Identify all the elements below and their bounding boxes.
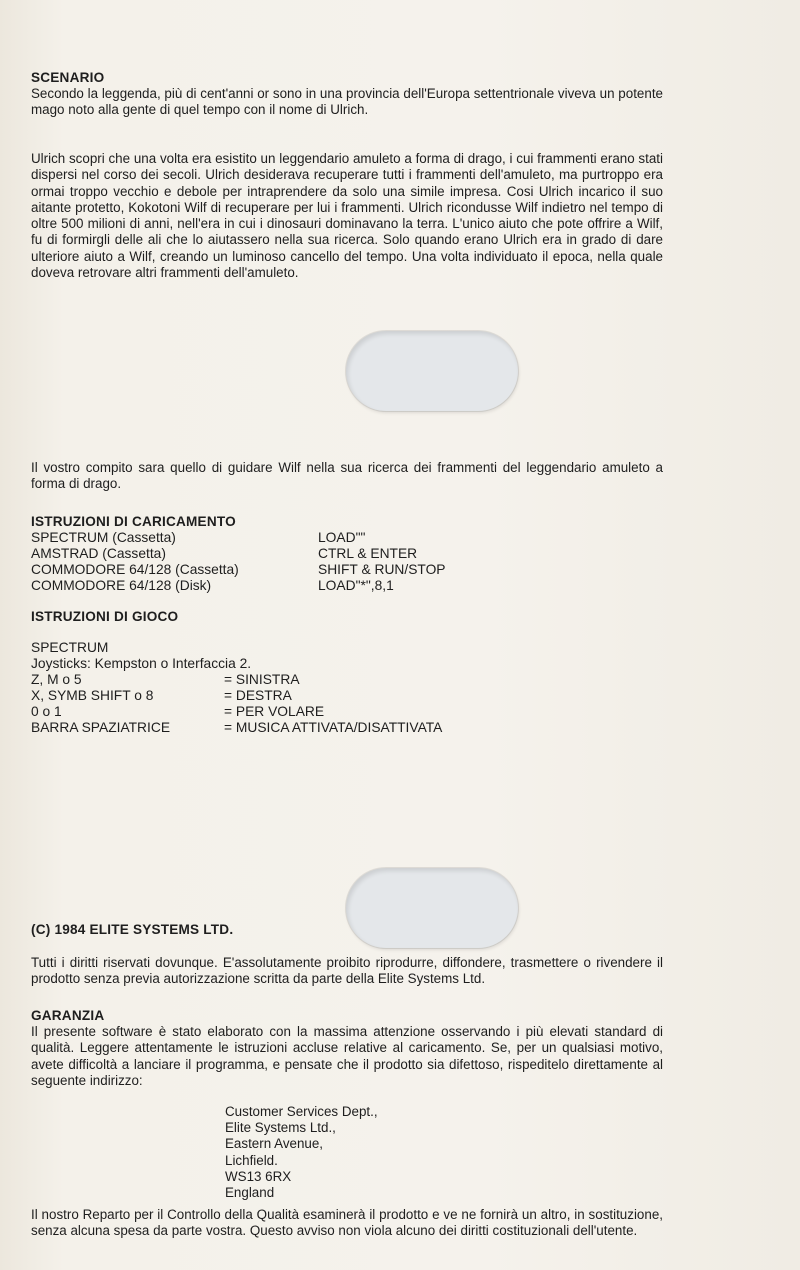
address-block xyxy=(225,1104,378,1201)
scenario-paragraph-3: Il vostro compito sara quello di guidare Wilf nella sua ricerca dei frammenti del leggendario amuleto a forma di drago. xyxy=(31,460,663,492)
joystick-info: Joysticks: Kempston o Interfaccia 2. xyxy=(31,656,252,671)
game-heading: ISTRUZIONI DI GIOCO xyxy=(31,609,179,624)
loading-system: COMMODORE 64/128 (Disk) xyxy=(31,578,212,593)
copyright-section xyxy=(31,922,663,938)
control-row xyxy=(31,672,663,688)
scenario-section xyxy=(31,70,663,119)
loading-system: COMMODORE 64/128 (Cassetta) xyxy=(31,562,239,577)
card-slot-cutout-top xyxy=(346,331,518,411)
address-line: England xyxy=(225,1185,275,1201)
task-section xyxy=(31,460,663,493)
control-row xyxy=(31,720,663,736)
control-row xyxy=(31,704,663,720)
warranty-text: Il presente software è stato elaborato con la massima attenzione osservando i più elevati standard di qualità. Leggere attentamente le istruzioni accluse relative al caricamento. Se, per un qualsiasi motivo, avete difficoltà a lanciare il programma, e pensate che il prodotto sia difettoso, rispeditelo direttamente al seguente indirizzo: xyxy=(31,1024,663,1088)
loading-system: AMSTRAD (Cassetta) xyxy=(31,546,166,561)
loading-row xyxy=(31,562,663,578)
loading-row xyxy=(31,578,663,594)
loading-heading: ISTRUZIONI DI CARICAMENTO xyxy=(31,514,236,529)
loading-row xyxy=(31,546,663,562)
address-line: Eastern Avenue, xyxy=(225,1136,324,1152)
control-action: = PER VOLARE xyxy=(224,704,325,719)
loading-command: SHIFT & RUN/STOP xyxy=(318,562,446,577)
control-key: BARRA SPAZIATRICE xyxy=(31,720,171,735)
loading-command: LOAD"*",8,1 xyxy=(318,578,394,593)
warranty-heading: GARANZIA xyxy=(31,1008,105,1023)
game-platform: SPECTRUM xyxy=(31,640,109,655)
scenario-paragraph-1: Secondo la leggenda, più di cent'anni or sono in una provincia dell'Europa settentrionale viveva un potente mago noto alla gente di quel tempo con il nome di Ulrich. xyxy=(31,86,663,118)
loading-command: CTRL & ENTER xyxy=(318,546,418,561)
address-line: Lichfield. xyxy=(225,1152,278,1168)
address-line: Customer Services Dept., xyxy=(225,1104,378,1119)
loading-row xyxy=(31,530,663,546)
copyright-body xyxy=(31,955,663,988)
loading-section xyxy=(31,514,663,594)
control-action: = DESTRA xyxy=(224,688,292,703)
address-line: Elite Systems Ltd., xyxy=(225,1120,336,1136)
game-controls xyxy=(31,640,663,736)
copyright-heading: (C) 1984 ELITE SYSTEMS LTD. xyxy=(31,922,234,937)
game-section xyxy=(31,609,663,625)
copyright-text: Tutti i diritti riservati dovunque. E'assolutamente proibito riprodurre, diffondere, trasmettere o rivendere il prodotto senza previa autorizzazione scritta da parte della Elite Systems Ltd. xyxy=(31,955,663,987)
warranty-section xyxy=(31,1008,663,1089)
control-row xyxy=(31,688,663,704)
control-key: X, SYMB SHIFT o 8 xyxy=(31,688,154,703)
loading-command: LOAD"" xyxy=(318,530,366,545)
address-line: WS13 6RX xyxy=(225,1168,292,1184)
scenario-story xyxy=(31,151,663,281)
warranty-closing-text: Il nostro Reparto per il Controllo della Qualità esaminerà il prodotto e ve ne fornirà un altro, in sostituzione, senza alcuna spesa da parte vostra. Questo avviso non viola alcuno dei diritti costituzionali dell'utente. xyxy=(31,1207,663,1239)
control-action: = SINISTRA xyxy=(224,672,300,687)
scenario-heading: SCENARIO xyxy=(31,70,105,85)
control-key: Z, M o 5 xyxy=(31,672,82,687)
control-action: = MUSICA ATTIVATA/DISATTIVATA xyxy=(224,720,443,735)
control-key: 0 o 1 xyxy=(31,704,62,719)
scenario-paragraph-2: Ulrich scopri che una volta era esistito un leggendario amuleto a forma di drago, i cui frammenti erano stati dispersi nel corso dei secoli. Ulrich desiderava recuperare tutti i frammenti dell'amuleto, ma purtroppo era ormai troppo vecchio e debole per intraprendere da solo una simile impresa. Cosi Ulrich incarico il suo aitante protetto, Kokotoni Wilf di recuperare per lui i frammenti. Ulrich ricondusse Wilf indietro nel tempo di oltre 500 milioni di anni, nell'era in cui i dinosauri dominavano la terra. L'unico aiuto che pote offrire a Wilf, fu di formirgli delle ali che lo aiutassero nella sua ricerca. Solo quando erano Ulrich era in grado di dare ulteriore aiuto a Wilf, creando un luminoso cancello del tempo. Una volta individuato il epoca, nella quale doveva retrovare altri frammenti dell'amuleto. xyxy=(31,151,663,281)
warranty-closing xyxy=(31,1207,663,1240)
loading-system: SPECTRUM (Cassetta) xyxy=(31,530,176,545)
